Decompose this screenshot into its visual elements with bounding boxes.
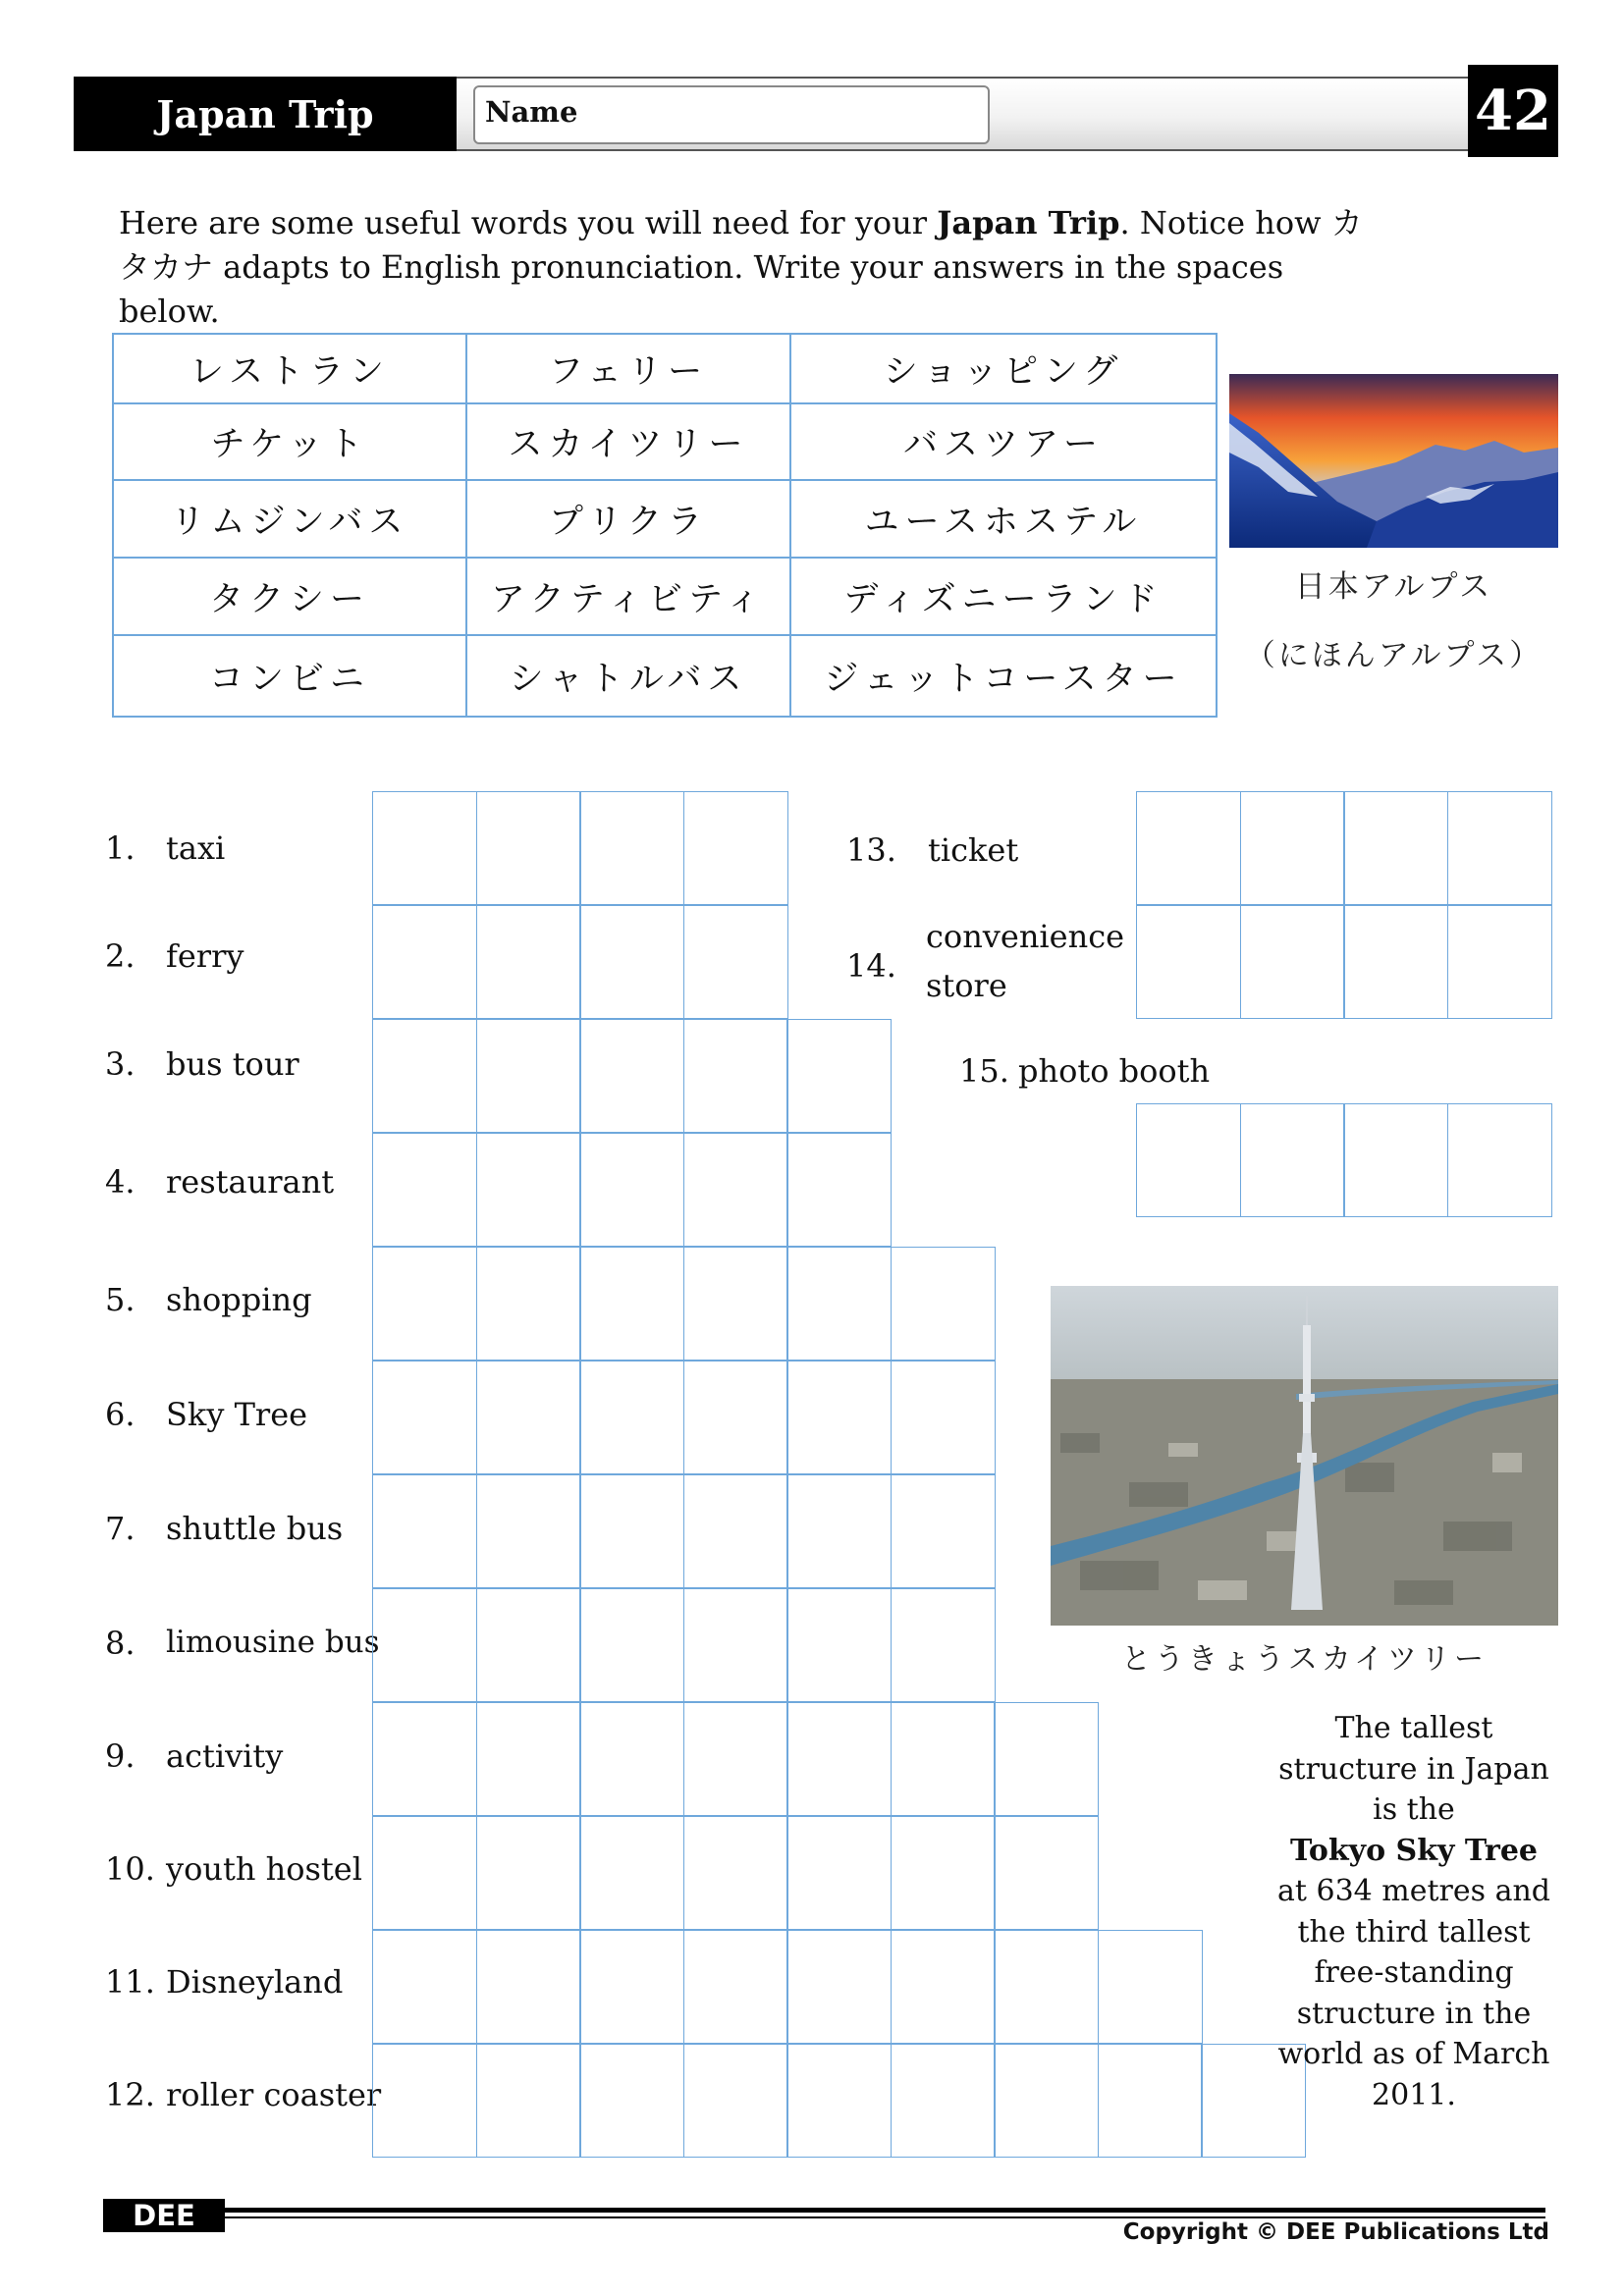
answer-box[interactable] xyxy=(1447,905,1552,1019)
answer-box[interactable] xyxy=(372,1019,477,1133)
answer-grid-7 xyxy=(372,1474,994,1587)
name-label: Name xyxy=(485,95,578,129)
answer-box[interactable] xyxy=(1240,1103,1345,1217)
question-word: ferry xyxy=(166,937,244,975)
answer-box[interactable] xyxy=(1240,905,1345,1019)
answer-box[interactable] xyxy=(1343,1103,1448,1217)
answer-grid-3 xyxy=(372,1019,891,1132)
answer-box[interactable] xyxy=(786,1474,892,1588)
question-word: taxi xyxy=(166,829,226,867)
katakana-cell: コンビニ xyxy=(113,635,466,717)
answer-box[interactable] xyxy=(579,791,684,905)
question-word: bus tour xyxy=(166,1045,299,1083)
answer-box[interactable] xyxy=(476,1588,581,1702)
answer-grid-5 xyxy=(372,1247,994,1360)
answer-box[interactable] xyxy=(476,1816,581,1930)
answer-box[interactable] xyxy=(683,1361,788,1474)
answer-box[interactable] xyxy=(683,1702,788,1816)
answer-box[interactable] xyxy=(579,1702,684,1816)
answer-box[interactable] xyxy=(1136,791,1241,905)
answer-box[interactable] xyxy=(476,1474,581,1588)
answer-box[interactable] xyxy=(476,1930,581,2044)
katakana-cell: スカイツリー xyxy=(466,403,790,480)
answer-grid-4 xyxy=(372,1133,891,1246)
question-word: shuttle bus xyxy=(166,1510,344,1547)
question-number: 6. xyxy=(105,1396,135,1433)
question-number: 10. xyxy=(105,1850,155,1888)
answer-box[interactable] xyxy=(476,1247,581,1361)
answer-box[interactable] xyxy=(476,1361,581,1474)
katakana-cell: フェリー xyxy=(466,334,790,403)
answer-box[interactable] xyxy=(891,1816,996,1930)
answer-box[interactable] xyxy=(786,1702,892,1816)
question-number: 9. xyxy=(105,1737,135,1775)
answer-box[interactable] xyxy=(683,1930,788,2044)
answer-box[interactable] xyxy=(579,1133,684,1247)
fact-text: at 634 metres and the third tallest free-standing structure in the world as of March 2011. xyxy=(1277,1874,1550,2112)
alps-caption-line2: （にほんアルプス） xyxy=(1244,638,1543,673)
katakana-cell: アクティビティ xyxy=(466,558,790,635)
question-word: youth hostel xyxy=(166,1850,362,1888)
katakana-table xyxy=(112,333,1218,718)
answer-grid-10 xyxy=(372,1816,1098,1929)
question-number: 2. xyxy=(105,937,135,975)
answer-box[interactable] xyxy=(476,1019,581,1133)
katakana-cell: バスツアー xyxy=(790,403,1217,480)
question-number: 11. xyxy=(105,1963,155,2001)
intro-part2: . Notice how カタカナ adapts to English pronunciation. Write your answers in the spaces below. xyxy=(119,204,1363,330)
answer-box[interactable] xyxy=(579,1588,684,1702)
question-number: 13. xyxy=(846,831,896,869)
answer-box[interactable] xyxy=(994,2044,1099,2158)
answer-box[interactable] xyxy=(786,1133,892,1247)
answer-box[interactable] xyxy=(476,905,581,1019)
publisher-logo: DEE xyxy=(103,2199,225,2232)
answer-grid-15 xyxy=(1136,1103,1550,1216)
answer-box[interactable] xyxy=(786,1019,892,1133)
answer-box[interactable] xyxy=(372,2044,477,2158)
katakana-cell: タクシー xyxy=(113,558,466,635)
question-word: limousine bus xyxy=(166,1625,380,1660)
question-word: shopping xyxy=(166,1281,312,1318)
answer-box[interactable] xyxy=(372,791,477,905)
answer-box[interactable] xyxy=(372,1816,477,1930)
question-word: photo booth xyxy=(1018,1052,1211,1090)
question-number: 5. xyxy=(105,1281,135,1318)
answer-box[interactable] xyxy=(1447,1103,1552,1217)
question-number: 4. xyxy=(105,1163,135,1201)
japan-alps-photo xyxy=(1229,374,1558,548)
answer-box[interactable] xyxy=(1240,791,1345,905)
answer-box[interactable] xyxy=(372,1247,477,1361)
question-word: restaurant xyxy=(166,1163,335,1201)
answer-box[interactable] xyxy=(579,1816,684,1930)
footer-rule xyxy=(225,2216,1545,2218)
question-number: 7. xyxy=(105,1510,135,1547)
katakana-cell: シャトルバス xyxy=(466,635,790,717)
answer-box[interactable] xyxy=(372,1361,477,1474)
answer-box[interactable] xyxy=(1136,1103,1241,1217)
answer-grid-11 xyxy=(372,1930,1201,2043)
katakana-cell: チケット xyxy=(113,403,466,480)
worksheet-title: Japan Trip xyxy=(156,91,374,136)
alps-caption-line1: 日本アルプス xyxy=(1294,569,1493,605)
answer-box[interactable] xyxy=(579,1361,684,1474)
question-number: 1. xyxy=(105,829,135,867)
katakana-cell: レストラン xyxy=(113,334,466,403)
answer-box[interactable] xyxy=(683,1133,788,1247)
answer-box[interactable] xyxy=(476,2044,581,2158)
alps-caption xyxy=(1229,553,1558,690)
question-word: Sky Tree xyxy=(166,1396,308,1433)
answer-box[interactable] xyxy=(579,905,684,1019)
fact-bold: Tokyo Sky Tree xyxy=(1289,1833,1538,1868)
question-number: 8. xyxy=(105,1625,135,1662)
question-word: roller coaster xyxy=(166,2076,382,2113)
answer-box[interactable] xyxy=(683,1247,788,1361)
answer-box[interactable] xyxy=(891,2044,996,2158)
intro-part1: Here are some useful words you will need for your xyxy=(119,204,938,241)
answer-box[interactable] xyxy=(1098,1930,1203,2044)
answer-box[interactable] xyxy=(683,905,788,1019)
answer-box[interactable] xyxy=(683,1019,788,1133)
answer-box[interactable] xyxy=(891,1588,996,1702)
answer-box[interactable] xyxy=(579,1019,684,1133)
answer-box[interactable] xyxy=(786,1930,892,2044)
answer-box[interactable] xyxy=(372,1588,477,1702)
page-number: 42 xyxy=(1468,65,1558,157)
answer-box[interactable] xyxy=(372,905,477,1019)
katakana-cell: ジェットコースター xyxy=(790,635,1217,717)
answer-box[interactable] xyxy=(476,1133,581,1247)
answer-box[interactable] xyxy=(786,2044,892,2158)
answer-grid-14 xyxy=(1136,905,1550,1018)
answer-box[interactable] xyxy=(1136,905,1241,1019)
answer-box[interactable] xyxy=(891,1361,996,1474)
question-number: 3. xyxy=(105,1045,135,1083)
question-number: 12. xyxy=(105,2076,155,2113)
answer-box[interactable] xyxy=(1343,791,1448,905)
answer-box[interactable] xyxy=(786,1247,892,1361)
answer-box[interactable] xyxy=(372,1133,477,1247)
answer-box[interactable] xyxy=(372,1930,477,2044)
answer-box[interactable] xyxy=(579,1247,684,1361)
answer-box[interactable] xyxy=(1447,791,1552,905)
intro-bold: Japan Trip xyxy=(937,204,1120,241)
sky-tree-caption: とうきょうスカイツリー xyxy=(1120,1642,1489,1677)
katakana-cell: ショッピング xyxy=(790,334,1217,403)
answer-box[interactable] xyxy=(994,1702,1099,1816)
answer-grid-2 xyxy=(372,905,786,1018)
question-number: 15. xyxy=(959,1052,1009,1090)
answer-grid-9 xyxy=(372,1702,1098,1815)
question-number: 14. xyxy=(846,947,896,985)
answer-grid-6 xyxy=(372,1361,994,1473)
katakana-cell: リムジンバス xyxy=(113,480,466,558)
answer-box[interactable] xyxy=(891,1474,996,1588)
answer-box[interactable] xyxy=(579,2044,684,2158)
answer-box[interactable] xyxy=(994,1930,1099,2044)
answer-grid-8 xyxy=(372,1588,994,1701)
answer-box[interactable] xyxy=(891,1247,996,1361)
answer-box[interactable] xyxy=(683,1474,788,1588)
answer-box[interactable] xyxy=(1098,2044,1203,2158)
sky-tree-photo xyxy=(1051,1286,1558,1626)
answer-grid-13 xyxy=(1136,791,1550,904)
answer-box[interactable] xyxy=(579,1474,684,1588)
answer-box[interactable] xyxy=(476,791,581,905)
answer-box[interactable] xyxy=(683,1588,788,1702)
answer-box[interactable] xyxy=(786,1361,892,1474)
footer-rule xyxy=(225,2208,1545,2213)
answer-box[interactable] xyxy=(683,2044,788,2158)
question-word: activity xyxy=(166,1737,284,1775)
katakana-cell: ユースホステル xyxy=(790,480,1217,558)
answer-box[interactable] xyxy=(891,1702,996,1816)
answer-box[interactable] xyxy=(372,1702,477,1816)
answer-grid-1 xyxy=(372,791,786,904)
question-word: Disneyland xyxy=(166,1963,344,2001)
answer-box[interactable] xyxy=(579,1930,684,2044)
answer-box[interactable] xyxy=(786,1588,892,1702)
answer-box[interactable] xyxy=(372,1474,477,1588)
katakana-cell: ディズニーランド xyxy=(790,558,1217,635)
answer-box[interactable] xyxy=(683,1816,788,1930)
answer-box[interactable] xyxy=(891,1930,996,2044)
answer-grid-12 xyxy=(372,2044,1305,2157)
answer-box[interactable] xyxy=(683,791,788,905)
question-word: convenience xyxy=(926,918,1125,955)
answer-box[interactable] xyxy=(994,1816,1099,1930)
sky-tree-fact xyxy=(1267,1708,1561,2115)
intro-text xyxy=(119,201,1376,334)
copyright-notice: Copyright © DEE Publications Ltd xyxy=(1122,2219,1549,2245)
answer-box[interactable] xyxy=(476,1702,581,1816)
question-word: ticket xyxy=(928,831,1019,869)
question-word: store xyxy=(926,967,1007,1004)
katakana-cell: プリクラ xyxy=(466,480,790,558)
answer-box[interactable] xyxy=(786,1816,892,1930)
fact-text: The tallest structure in Japan is the xyxy=(1278,1711,1549,1827)
answer-box[interactable] xyxy=(1343,905,1448,1019)
